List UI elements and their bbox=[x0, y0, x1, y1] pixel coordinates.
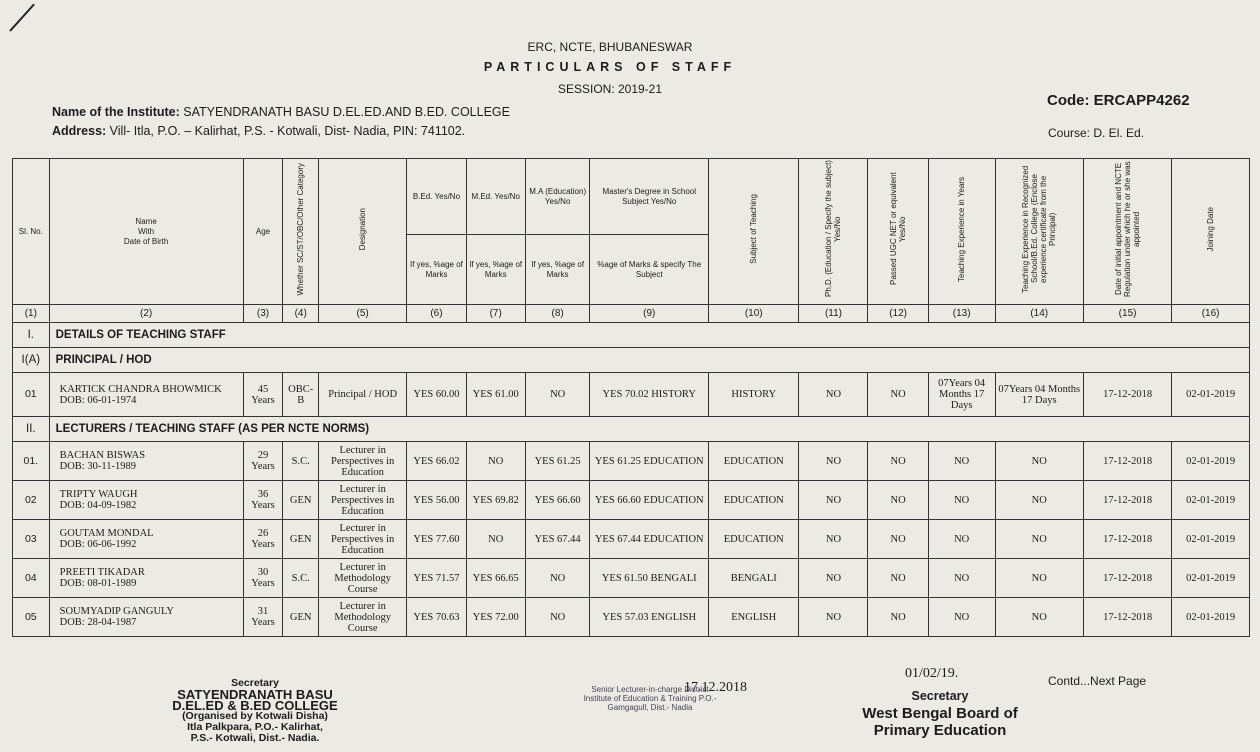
col-ma-sub: If yes, %age of Marks bbox=[525, 235, 590, 305]
cell-phd: NO bbox=[799, 373, 868, 417]
cell-joining: 02-01-2019 bbox=[1172, 481, 1250, 520]
cell-ugc: NO bbox=[868, 442, 928, 481]
col-age: Age bbox=[243, 159, 283, 305]
cell-subject: EDUCATION bbox=[708, 520, 799, 559]
institute-address-line bbox=[52, 124, 465, 138]
col-category: Whether SC/ST/OBC/Other Category bbox=[283, 159, 319, 305]
staff-table bbox=[12, 158, 1250, 637]
cell-appointment: 17-12-2018 bbox=[1083, 598, 1171, 637]
cell-joining: 02-01-2019 bbox=[1172, 373, 1250, 417]
cell-joining: 02-01-2019 bbox=[1172, 520, 1250, 559]
cell-designation: Lecturer in Methodology Course bbox=[318, 598, 406, 637]
cell-ma: YES 61.25 bbox=[525, 442, 590, 481]
col-number: (6) bbox=[407, 305, 466, 323]
header-row bbox=[13, 159, 1250, 235]
section-row bbox=[13, 348, 1250, 373]
section-title: DETAILS OF TEACHING STAFF bbox=[49, 323, 1249, 348]
cell-name bbox=[49, 481, 243, 520]
cell-name bbox=[49, 559, 243, 598]
cell-category: GEN bbox=[283, 520, 319, 559]
cell-ugc: NO bbox=[868, 373, 928, 417]
session-label: SESSION: 2019-21 bbox=[557, 82, 663, 96]
cell-sl: 05 bbox=[13, 598, 50, 637]
col-number: (5) bbox=[318, 305, 406, 323]
cell-appointment: 17-12-2018 bbox=[1083, 520, 1171, 559]
cell-experience-recognized: NO bbox=[995, 481, 1083, 520]
cell-phd: NO bbox=[799, 559, 868, 598]
column-number-row bbox=[13, 305, 1250, 323]
lecturer-rows bbox=[13, 442, 1250, 637]
institute-address: Vill- Itla, P.O. – Kalirhat, P.S. - Kotwali, Dist- Nadia, PIN: 741102. bbox=[109, 124, 466, 138]
application-code: Code: ERCAPP4262 bbox=[1047, 92, 1190, 109]
cell-bed: YES 66.02 bbox=[407, 442, 466, 481]
cell-designation: Principal / HOD bbox=[318, 373, 406, 417]
staff-dob: DOB: 06-06-1992 bbox=[59, 539, 137, 550]
staff-dob: DOB: 08-01-1989 bbox=[59, 578, 137, 589]
cell-age: 26 Years bbox=[243, 520, 283, 559]
cell-experience: NO bbox=[928, 598, 995, 637]
cell-masters: YES 67.44 EDUCATION bbox=[590, 520, 709, 559]
col-med: M.Ed. Yes/No bbox=[466, 159, 525, 235]
institute-name-label: Name of the Institute: bbox=[52, 105, 180, 119]
table-row bbox=[13, 442, 1250, 481]
cell-ugc: NO bbox=[868, 559, 928, 598]
cell-masters: YES 66.60 EDUCATION bbox=[590, 481, 709, 520]
cell-med: NO bbox=[466, 442, 525, 481]
staff-name: KARTICK CHANDRA BHOWMICK bbox=[59, 383, 222, 395]
cell-ma: NO bbox=[525, 373, 590, 417]
cell-name bbox=[49, 598, 243, 637]
col-number: (15) bbox=[1083, 305, 1171, 323]
col-number: (4) bbox=[283, 305, 319, 323]
cell-age: 29 Years bbox=[243, 442, 283, 481]
cell-experience-recognized: NO bbox=[995, 442, 1083, 481]
cell-subject: EDUCATION bbox=[708, 442, 799, 481]
cell-age: 36 Years bbox=[243, 481, 283, 520]
diet-stamp: Senior Lecturer-in-charge District Institute of Education & Training P.O.-Gamgagull, Dist.- Nadia bbox=[583, 685, 717, 712]
cell-experience: NO bbox=[928, 520, 995, 559]
board-signature-date: 01/02/19. bbox=[905, 666, 959, 681]
cell-experience: NO bbox=[928, 481, 995, 520]
cell-ugc: NO bbox=[868, 481, 928, 520]
cell-joining: 02-01-2019 bbox=[1172, 598, 1250, 637]
college-secretary-stamp: Secretary SATYENDRANATH BASU D.EL.ED & B.ED COLLEGE (Organised by Kotwali Disha) Itla Palkpara, P.O.- Kalirhat, P.S.- Kotwali, Dist.- Nadia. bbox=[172, 677, 338, 744]
cell-age: 45 Years bbox=[243, 373, 283, 417]
cell-joining: 02-01-2019 bbox=[1172, 442, 1250, 481]
cell-ma: NO bbox=[525, 598, 590, 637]
cell-masters: YES 61.25 EDUCATION bbox=[590, 442, 709, 481]
institute-name: SATYENDRANATH BASU D.EL.ED.AND B.ED. COLLEGE bbox=[183, 105, 510, 119]
cell-phd: NO bbox=[799, 481, 868, 520]
staff-dob: DOB: 06-01-1974 bbox=[59, 394, 137, 406]
col-number: (3) bbox=[243, 305, 283, 323]
staff-name: BACHAN BISWAS bbox=[59, 450, 146, 461]
cell-category: GEN bbox=[283, 481, 319, 520]
cell-designation: Lecturer in Perspectives in Education bbox=[318, 520, 406, 559]
cell-med: YES 66.65 bbox=[466, 559, 525, 598]
col-number: (9) bbox=[590, 305, 709, 323]
col-bed: B.Ed. Yes/No bbox=[407, 159, 466, 235]
institute-address-label: Address: bbox=[52, 124, 107, 138]
col-experience-recognized: Teaching Experience in Recognized School/B.Ed. College (Enclose experience certificate from the Principal) bbox=[995, 159, 1083, 305]
cell-experience-recognized: NO bbox=[995, 598, 1083, 637]
table-row bbox=[13, 520, 1250, 559]
staff-name: SOUMYADIP GANGULY bbox=[59, 606, 174, 617]
cell-subject: ENGLISH bbox=[708, 598, 799, 637]
cell-age: 31 Years bbox=[243, 598, 283, 637]
cell-sl: 02 bbox=[13, 481, 50, 520]
section-number: I. bbox=[13, 323, 50, 348]
cell-age: 30 Years bbox=[243, 559, 283, 598]
cell-ma: NO bbox=[525, 559, 590, 598]
cell-subject: HISTORY bbox=[708, 373, 799, 417]
cell-category: S.C. bbox=[283, 559, 319, 598]
col-number: (10) bbox=[708, 305, 799, 323]
col-number: (12) bbox=[868, 305, 928, 323]
cell-appointment: 17-12-2018 bbox=[1083, 373, 1171, 417]
cell-subject: EDUCATION bbox=[708, 481, 799, 520]
staff-dob: DOB: 04-09-1982 bbox=[59, 500, 137, 511]
section-title: LECTURERS / TEACHING STAFF (AS PER NCTE NORMS) bbox=[49, 417, 1249, 442]
cell-experience-recognized: NO bbox=[995, 559, 1083, 598]
cell-appointment: 17-12-2018 bbox=[1083, 481, 1171, 520]
cell-med: YES 61.00 bbox=[466, 373, 525, 417]
institute-name-line bbox=[52, 105, 510, 119]
cell-phd: NO bbox=[799, 520, 868, 559]
cell-designation: Lecturer in Perspectives in Education bbox=[318, 442, 406, 481]
cell-med: YES 69.82 bbox=[466, 481, 525, 520]
cell-bed: YES 71.57 bbox=[407, 559, 466, 598]
section-number: II. bbox=[13, 417, 50, 442]
cell-med: YES 72.00 bbox=[466, 598, 525, 637]
cell-designation: Lecturer in Perspectives in Education bbox=[318, 481, 406, 520]
cell-experience: 07Years 04 Months 17 Days bbox=[928, 373, 995, 417]
cell-category: S.C. bbox=[283, 442, 319, 481]
cell-bed: YES 77.60 bbox=[407, 520, 466, 559]
cell-med: NO bbox=[466, 520, 525, 559]
org-heading: ERC, NCTE, BHUBANESWAR bbox=[527, 40, 693, 54]
col-number: (8) bbox=[525, 305, 590, 323]
cell-phd: NO bbox=[799, 598, 868, 637]
cell-ugc: NO bbox=[868, 520, 928, 559]
col-number: (2) bbox=[49, 305, 243, 323]
cell-ma: YES 66.60 bbox=[525, 481, 590, 520]
cell-experience-recognized: 07Years 04 Months 17 Days bbox=[995, 373, 1083, 417]
cell-bed: YES 60.00 bbox=[407, 373, 466, 417]
cell-joining: 02-01-2019 bbox=[1172, 559, 1250, 598]
col-sl: Sl. No. bbox=[13, 159, 50, 305]
staff-name: PREETI TIKADAR bbox=[59, 567, 145, 578]
cell-sl: 01 bbox=[13, 373, 50, 417]
col-appointment: Date of initial appointment and NCTE Regulation under which he or she was appointed bbox=[1083, 159, 1171, 305]
cell-name bbox=[49, 520, 243, 559]
col-number: (16) bbox=[1172, 305, 1250, 323]
section-number: I(A) bbox=[13, 348, 50, 373]
cell-name bbox=[49, 442, 243, 481]
col-name: Name With Date of Birth bbox=[49, 159, 243, 305]
col-experience: Teaching Experience in Years bbox=[928, 159, 995, 305]
table-row bbox=[13, 598, 1250, 637]
continued-note: Contd...Next Page bbox=[1048, 674, 1147, 688]
col-number: (14) bbox=[995, 305, 1083, 323]
col-joining: Joining Date bbox=[1172, 159, 1250, 305]
col-med-sub: If yes, %age of Marks bbox=[466, 235, 525, 305]
cell-experience: NO bbox=[928, 442, 995, 481]
col-ma: M.A (Education) Yes/No bbox=[525, 159, 590, 235]
cell-sl: 04 bbox=[13, 559, 50, 598]
board-secretary-stamp: Secretary West Bengal Board of Primary Education bbox=[862, 689, 1018, 739]
cell-category: OBC-B bbox=[283, 373, 319, 417]
section-title: PRINCIPAL / HOD bbox=[49, 348, 1249, 373]
col-masters-sub: %age of Marks & specify The Subject bbox=[590, 235, 709, 305]
cell-ma: YES 67.44 bbox=[525, 520, 590, 559]
staff-name: GOUTAM MONDAL bbox=[59, 528, 154, 539]
cell-bed: YES 56.00 bbox=[407, 481, 466, 520]
cell-sl: 03 bbox=[13, 520, 50, 559]
cell-name bbox=[49, 373, 243, 417]
cell-masters: YES 61.50 BENGALI bbox=[590, 559, 709, 598]
cell-ugc: NO bbox=[868, 598, 928, 637]
col-designation: Designation bbox=[318, 159, 406, 305]
table-row bbox=[13, 481, 1250, 520]
col-subject: Subject of Teaching bbox=[708, 159, 799, 305]
col-number: (13) bbox=[928, 305, 995, 323]
cell-masters: YES 57.03 ENGLISH bbox=[590, 598, 709, 637]
cell-masters: YES 70.02 HISTORY bbox=[590, 373, 709, 417]
table-row bbox=[13, 559, 1250, 598]
table-row bbox=[13, 373, 1250, 417]
col-phd: Ph.D. (Education / Specify the subject) Yes/No bbox=[799, 159, 868, 305]
staff-dob: DOB: 30-11-1989 bbox=[59, 461, 136, 472]
col-ugc: Passed UGC NET or equivalent Yes/No bbox=[868, 159, 928, 305]
staff-dob: DOB: 28-04-1987 bbox=[59, 617, 137, 628]
col-bed-sub: If yes, %age of Marks bbox=[407, 235, 466, 305]
signature-date: 17.12.2018 bbox=[684, 680, 747, 695]
cell-experience: NO bbox=[928, 559, 995, 598]
cell-phd: NO bbox=[799, 442, 868, 481]
cell-experience-recognized: NO bbox=[995, 520, 1083, 559]
cell-designation: Lecturer in Methodology Course bbox=[318, 559, 406, 598]
section-row bbox=[13, 323, 1250, 348]
cell-category: GEN bbox=[283, 598, 319, 637]
cell-sl: 01. bbox=[13, 442, 50, 481]
cell-appointment: 17-12-2018 bbox=[1083, 442, 1171, 481]
section-row bbox=[13, 417, 1250, 442]
col-number: (7) bbox=[466, 305, 525, 323]
staff-name: TRIPTY WAUGH bbox=[59, 489, 138, 500]
cell-appointment: 17-12-2018 bbox=[1083, 559, 1171, 598]
course-label: Course: D. El. Ed. bbox=[1048, 126, 1145, 140]
pen-mark bbox=[9, 4, 35, 32]
cell-bed: YES 70.63 bbox=[407, 598, 466, 637]
col-masters: Master's Degree in School Subject Yes/No bbox=[590, 159, 709, 235]
col-number: (11) bbox=[799, 305, 868, 323]
col-number: (1) bbox=[13, 305, 50, 323]
cell-subject: BENGALI bbox=[708, 559, 799, 598]
page-title: PARTICULARS OF STAFF bbox=[483, 60, 737, 74]
